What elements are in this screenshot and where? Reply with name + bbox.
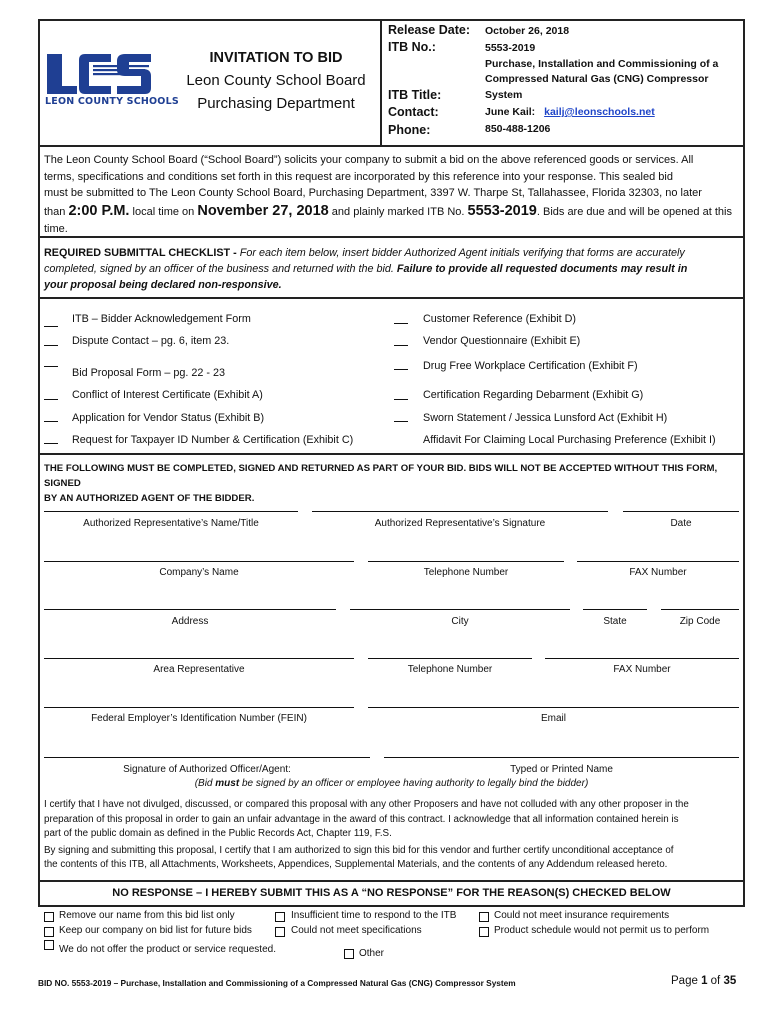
initials-blank[interactable] [44,443,58,444]
state-line[interactable] [583,609,647,610]
release-date-value: October 26, 2018 [485,25,570,37]
initials-blank[interactable] [44,345,58,346]
telephone-line[interactable] [368,561,564,562]
city-label: City [451,616,469,627]
checklist-item: Customer Reference (Exhibit D) [423,313,577,325]
no-response-option: We do not offer the product or service requested. [59,944,276,955]
checklist-heading: REQUIRED SUBMITTAL CHECKLIST - [44,247,237,259]
invitation-title: INVITATION TO BID [209,50,343,66]
page-indicator: Page 1 of 35 [671,975,737,987]
initials-blank[interactable] [394,421,408,422]
header-vertical-divider [380,19,382,146]
company-name-label: Company’s Name [159,567,239,578]
intro-line: than 2:00 P.M. local time on November 27, 2018 and plainly marked ITB No. 5553-2019. Bids are due and will be opened at this [44,202,732,219]
address-label: Address [171,616,209,627]
checklist-instructions: REQUIRED SUBMITTAL CHECKLIST - For each item below, insert bidder Authorized Agent initials verifying that forms are accurately completed, signed by an officer of the business and returned with the bid. Failure to provide all requested documents may result in your proposal being declared non-responsive. [44,247,688,291]
itb-no-value: 5553-2019 [485,42,536,54]
checklist-item: Affidavit For Claiming Local Purchasing Preference (Exhibit I) [423,434,716,446]
checklist-item: Application for Vendor Status (Exhibit B) [72,412,265,424]
itb-no-label: ITB No.: [388,40,436,54]
email-line[interactable] [368,707,739,708]
checklist-item: Conflict of Interest Certificate (Exhibit A) [72,389,263,401]
intro-line: terms, specifications and conditions set forth in this request are incorporated by this reference into your response. This sealed bid [44,170,673,183]
zip-label: Zip Code [679,616,721,627]
contact-value [485,106,655,118]
itb-number-emph: 5553-2019 [467,202,537,219]
initials-blank[interactable] [394,345,408,346]
initials-blank[interactable] [44,399,58,400]
initials-blank[interactable] [44,366,58,367]
fax-line[interactable] [577,561,739,562]
no-response-option: Keep our company on bid list for future bids [59,925,252,936]
checkbox-insurance[interactable] [479,912,489,922]
checklist-item: Bid Proposal Form – pg. 22 - 23 [72,367,226,379]
intro-line: The Leon County School Board (“School Board”) solicits your company to submit a bid on the above referenced goods or services. All [44,154,694,166]
telephone-label: Telephone Number [423,567,509,578]
checkbox-keep-company[interactable] [44,927,54,937]
officer-signature-label: Signature of Authorized Officer/Agent: [123,764,291,775]
checklist-item: Vendor Questionnaire (Exhibit E) [423,335,581,347]
date-label: Date [670,518,692,529]
itb-title-label: ITB Title: [388,88,442,102]
checklist-item: Sworn Statement / Jessica Lunsford Act (Exhibit H) [423,412,668,424]
checklist-item: ITB – Bidder Acknowledgement Form [72,313,251,325]
release-date-label: Release Date: [388,23,470,37]
checkbox-specifications[interactable] [275,927,285,937]
no-response-option: Product schedule would not permit us to perform [494,925,710,936]
due-time: 2:00 P.M. [68,202,130,219]
initials-blank[interactable] [44,326,58,327]
area-rep-label: Area Representative [153,664,245,675]
company-name-line[interactable] [44,561,354,562]
intro-line: time. [44,222,68,235]
itb-title-line-1: Purchase, Installation and Commissioning of a [485,58,719,70]
initials-blank[interactable] [394,369,408,370]
typed-name-line[interactable] [384,757,739,758]
checkbox-no-product[interactable] [44,940,54,950]
checkbox-insufficient-time[interactable] [275,912,285,922]
rep-name-line[interactable] [44,511,298,512]
initials-blank[interactable] [44,421,58,422]
initials-blank[interactable] [394,399,408,400]
no-response-divider [38,880,745,882]
fax-label: FAX Number [629,567,687,578]
phone-value: 850-488-1206 [485,123,551,135]
bid-signing-note: (Bid must be signed by an officer or employee having authority to legally bind the bidder) [194,778,589,789]
certification-text: I certify that I have not divulged, discussed, or compared this proposal with any other Proposers and have not colluded with any other proposer in the preparation of this proposal in order to gain an unfair advantage in the award of this contract. I acknowledge that all information contained herein is part of the public domain as defined in the Public Records Act, Chapter 119, F.S. By signing and submitting this proposal, I certify that I am authorized to sign this bid for this vendor and further certify unconditional acceptance of the contents of this ITB, all Attachments, Worksheets, Appendices, Supplemental Materials, and the contents of any Addendum released hereto. [44,799,689,870]
no-response-option: Remove our name from this bid list only [59,910,235,921]
phone-label: Phone: [388,123,431,137]
rep-name-label: Authorized Representative’s Name/Title [83,518,259,529]
intro-paragraph [44,152,740,237]
checklist-item: Certification Regarding Debarment (Exhibit G) [423,389,644,401]
page-number: 1 [701,975,708,987]
fein-label: Federal Employer’s Identification Number (FEIN) [91,713,307,724]
board-name: Leon County School Board [186,72,366,89]
officer-signature-line[interactable] [44,757,370,758]
lcs-logo-icon [45,52,153,96]
leon-county-schools-logo [45,52,179,110]
signature-warning: THE FOLLOWING MUST BE COMPLETED, SIGNED AND RETURNED AS PART OF YOUR BID. BIDS WILL NOT BE ACCEPTED WITHOUT THIS FORM, SIGNED BY AN AUTHORIZED AGENT OF THE BIDDER. [44,463,718,504]
itb-title-line-3: System [485,89,523,101]
due-date: November 27, 2018 [197,202,329,219]
checkbox-remove-name[interactable] [44,912,54,922]
contact-label: Contact: [388,105,439,119]
no-response-option: Insufficient time to respond to the ITB [291,910,457,921]
checklist-divider [38,297,745,299]
intro-line: must be submitted to The Leon County School Board, Purchasing Department, 3397 W. Tharpe St, Tallahassee, Florida 32303, no later [44,187,702,199]
telephone-line-2[interactable] [368,658,532,659]
logo-caption: LEON COUNTY SCHOOLS [45,96,179,107]
footer-bid-info: BID NO. 5553-2019 – Purchase, Installation and Commissioning of a Compressed Natural Gas (CNG) Compressor System [38,978,516,988]
fax-label-2: FAX Number [613,664,671,675]
telephone-label-2: Telephone Number [407,664,493,675]
header-divider [38,145,745,147]
contact-email-link[interactable]: kailj@leonschools.net [544,106,655,118]
zip-line[interactable] [661,609,739,610]
no-response-option: Could not meet specifications [291,925,422,936]
initials-blank[interactable] [394,323,408,324]
no-response-option: Other [359,948,385,959]
email-label: Email [540,713,566,724]
area-rep-line[interactable] [44,658,354,659]
checklist-bottom-divider [38,453,745,455]
contact-name: June Kail: [485,106,536,118]
rep-signature-label: Authorized Representative’s Signature [374,518,546,529]
itb-title-line-2: Compressed Natural Gas (CNG) Compressor [485,73,709,85]
state-label: State [603,616,627,627]
checklist-item: Drug Free Workplace Certification (Exhibit F) [423,360,638,372]
department-name: Purchasing Department [197,95,355,112]
typed-name-label: Typed or Printed Name [510,764,613,775]
fein-line[interactable] [44,707,354,708]
checkbox-schedule[interactable] [479,927,489,937]
no-response-option: Could not meet insurance requirements [494,910,670,921]
rep-signature-line[interactable] [312,511,608,512]
city-line[interactable] [350,609,570,610]
page-total: 35 [723,975,737,987]
date-line[interactable] [623,511,739,512]
checklist-item: Request for Taxpayer ID Number & Certification (Exhibit C) [72,434,354,446]
no-response-heading: NO RESPONSE – I HEREBY SUBMIT THIS AS A “NO RESPONSE” FOR THE REASON(S) CHECKED BELOW [112,887,671,899]
address-line[interactable] [44,609,336,610]
fax-line-2[interactable] [545,658,739,659]
checklist-item: Dispute Contact – pg. 6, item 23. [72,335,230,347]
checkbox-other[interactable] [344,949,354,959]
